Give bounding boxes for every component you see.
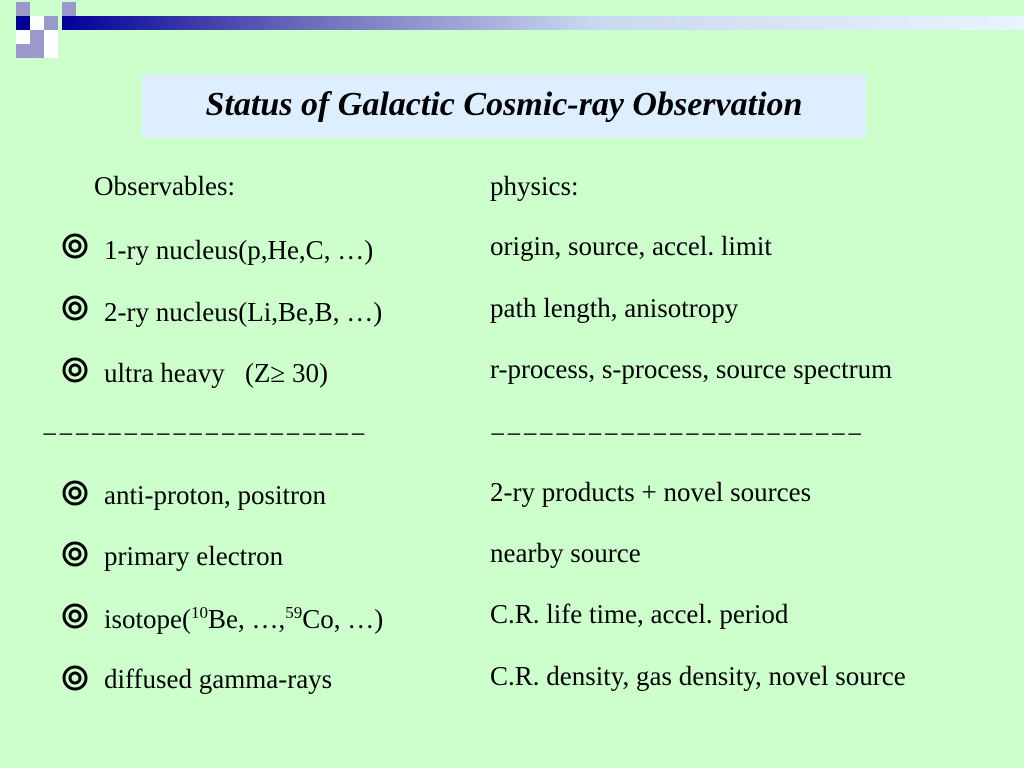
double-circle-icon <box>60 355 96 387</box>
observable-label: 1-ry nucleus(p,He,C, …) <box>104 235 374 265</box>
physics-label: C.R. density, gas density, novel source <box>490 661 906 691</box>
physics-label: 2-ry products + novel sources <box>490 477 812 507</box>
slide-title: Status of Galactic Cosmic-ray Observation <box>205 86 803 123</box>
corner-square <box>62 2 76 16</box>
corner-square <box>30 44 44 58</box>
corner-square <box>16 16 30 30</box>
separator-left: −−−−−−−−−−−−−−−−−−−− <box>42 419 367 449</box>
observable-suffix: Co, …) <box>302 604 384 634</box>
observable-prefix: isotope( <box>104 604 191 634</box>
title-box <box>142 74 866 138</box>
mass-number-co: 59 <box>285 603 303 622</box>
observable-label: 2-ry nucleus(Li,Be,B, …) <box>104 297 383 327</box>
double-circle-icon <box>60 663 96 695</box>
observable-label: ultra heavy (Z≥ 30) <box>104 358 328 388</box>
physics-label: origin, source, accel. limit <box>490 231 772 261</box>
separator-right: −−−−−−−−−−−−−−−−−−−−−−− <box>490 419 864 449</box>
double-circle-icon <box>60 478 96 510</box>
physics-label: nearby source <box>490 538 641 568</box>
physics-label: path length, anisotropy <box>490 293 739 323</box>
corner-square <box>16 44 30 58</box>
physics-label: C.R. life time, accel. period <box>490 599 789 629</box>
observable-mid: Be, …, <box>208 604 286 634</box>
corner-square <box>44 44 58 58</box>
observable-label: primary electron <box>104 541 284 571</box>
observables-heading: Observables: <box>94 171 235 201</box>
double-circle-icon <box>60 231 96 263</box>
mass-number-be: 10 <box>191 603 208 622</box>
corner-square <box>30 16 44 30</box>
physics-heading: physics: <box>490 171 579 201</box>
observable-label: anti-proton, positron <box>104 480 326 510</box>
double-circle-icon <box>60 601 96 633</box>
top-gradient-bar <box>62 16 1024 30</box>
corner-square <box>44 30 58 44</box>
corner-square <box>44 16 58 30</box>
corner-square <box>16 2 30 16</box>
observable-label <box>104 603 383 635</box>
physics-label: r-process, s-process, source spectrum <box>490 354 893 384</box>
observable-label: diffused gamma-rays <box>104 664 333 694</box>
corner-square <box>16 30 30 44</box>
double-circle-icon <box>60 293 96 325</box>
double-circle-icon <box>60 539 96 571</box>
corner-square <box>30 30 44 44</box>
